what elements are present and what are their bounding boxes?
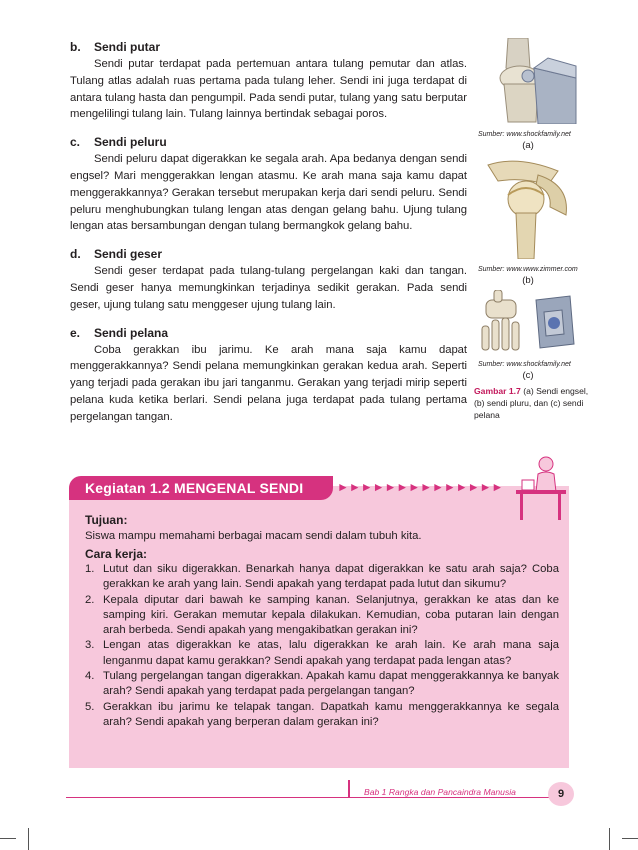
figure-label: (c)	[522, 370, 534, 381]
step-text: Lutut dan siku digerakkan. Benarkah hanya dapat digerakkan ke satu arah saja? Coba gerakkan ke arah yang lain. Sendi apakah yang terdapat pada lutut dan sikumu?	[103, 563, 559, 591]
main-text	[70, 40, 467, 438]
list-item	[85, 638, 559, 669]
goal-text: Siswa mampu memahami berbagai macam sendi dalam tubuh kita.	[85, 530, 422, 542]
figure-label: (a)	[522, 140, 534, 151]
step-text: Gerakkan ibu jarimu ke telapak tangan. Dapatkah kamu menggerakkannya ke segala arah? Sendi apakah yang berperan dalam gerakan ini?	[103, 700, 559, 728]
knee-joint-illustration	[478, 38, 578, 124]
figure-caption-label: Gambar 1.7	[474, 386, 521, 396]
section-letter: c.	[70, 135, 81, 150]
figure-label: (b)	[522, 275, 534, 286]
activity-arrows: ►►►►►►►►►►►►►►	[337, 480, 504, 494]
step-number: 4.	[85, 670, 95, 683]
step-number: 3.	[85, 639, 95, 652]
step-text: Tulang pergelangan tangan digerakkan. Apakah kamu dapat menggerakkannya ke banyak arah? Sendi apakah yang terdapat pada pergelangan tangan?	[103, 670, 559, 698]
activity-content	[85, 512, 559, 730]
section-sendi-geser	[70, 247, 467, 313]
section-heading	[70, 135, 467, 149]
section-title: Sendi peluru	[94, 135, 167, 150]
image-credit: Sumber: www.www.zimmer.com	[478, 266, 578, 273]
section-title: Sendi pelana	[94, 325, 169, 340]
section-paragraph: Sendi putar terdapat pada pertemuan antara tulang pemutar dan atlas. Tulang atlas adalah ruas pertama pada tulang leher. Sendi ini juga terdapat di antara tulang hasta dan pengumpil. Pada sendi putar, tulang yang satu berputar mengelilingi tulang lain. Tulang lainnya bertindak sebagai poros.	[70, 58, 467, 121]
crop-mark	[28, 828, 29, 850]
step-number: 1.	[85, 563, 95, 575]
section-heading	[70, 326, 467, 340]
footer-rule	[66, 797, 560, 798]
page-number: 9	[548, 782, 574, 806]
step-number: 5.	[85, 700, 95, 713]
section-letter: e.	[70, 325, 81, 340]
section-paragraph: Coba gerakkan ibu jarimu. Ke arah mana saja kamu dapat menggerakkannya? Sendi pelana memungkinkan gerakan kedua arah. Seperti yang terjadi pada gerakan ibu jari tanganmu. Gerakan yang terjadi mirip seperti pelana kuda ketika berlari. Sendi pelana juga terdapat pada tulang pertama pergelangan tangan.	[70, 343, 467, 423]
steps-list	[85, 562, 559, 730]
section-title: Sendi putar	[94, 40, 161, 54]
figure-caption-text: (a) Sendi engsel, (b) sendi pluru, dan (c) sendi pelana	[474, 386, 589, 421]
figure-saddle-joint	[478, 290, 578, 381]
activity-title: Kegiatan 1.2 MENGENAL SENDI	[69, 476, 333, 500]
section-title: Sendi geser	[94, 247, 163, 262]
method-heading: Cara kerja:	[85, 547, 148, 561]
section-sendi-pelana	[70, 326, 467, 426]
goal-heading: Tujuan:	[85, 513, 128, 527]
footer-chapter: Bab 1 Rangka dan Pancaindra Manusia	[364, 787, 516, 797]
section-letter: d.	[70, 247, 81, 262]
crop-mark	[609, 828, 610, 850]
image-credit: Sumber: www.shockfamily.net	[478, 361, 571, 368]
section-heading	[70, 40, 467, 54]
section-heading	[70, 247, 467, 261]
crop-mark	[0, 838, 16, 839]
hand-bones-illustration	[478, 290, 578, 354]
list-item	[85, 669, 559, 700]
figure-ball-joint	[478, 155, 578, 286]
list-item	[85, 593, 559, 639]
section-sendi-putar	[70, 40, 467, 123]
crop-mark	[622, 838, 638, 839]
section-sendi-peluru	[70, 135, 467, 235]
shoulder-joint-illustration	[478, 155, 578, 259]
step-text: Lengan atas digerakkan ke atas, lalu digerakkan ke arah lain. Ke arah mana saja lenganmu dapat kamu gerakkan? Sendi apakah yang terdapat pada lengan atas?	[103, 639, 559, 667]
section-paragraph: Sendi peluru dapat digerakkan ke segala arah. Apa bedanya dengan sendi engsel? Mari menggerakkan lengan atasmu. Ke arah mana saja kamu dapat menggerakkannya? Gerakan tersebut merupakan kerja dari sendi peluru. Sendi peluru menghubungkan tulang lengan atas dengan gelang bahu. Ujung tulang lengan atas bersambungan dengan tulang bermangkok gelang bahu.	[70, 153, 467, 233]
figure-caption	[474, 385, 592, 422]
image-credit: Sumber: www.shockfamily.net	[478, 131, 571, 138]
list-item	[85, 700, 559, 731]
section-paragraph: Sendi geser terdapat pada tulang-tulang pergelangan kaki dan tangan. Sendi geser hanya memungkinkan terjadinya sedikit gerakan. Pada sendi geser, ujung tulang satu menggeser ujung tulang lain.	[70, 265, 467, 311]
step-text: Kepala diputar dari bawah ke samping kanan. Selanjutnya, gerakkan ke atas dan ke samping kiri. Gerakan memutar kepala dilakukan. Kemudian, coba putaran lain dengan arah berbeda. Sendi apakah yang mengakibatkan gerakan ini?	[103, 593, 559, 637]
figure-column	[474, 38, 589, 422]
step-number: 2.	[85, 593, 95, 606]
footer-marker	[348, 780, 350, 798]
section-letter: b.	[70, 40, 81, 54]
figure-hinge-joint	[478, 38, 578, 151]
list-item	[85, 562, 559, 593]
